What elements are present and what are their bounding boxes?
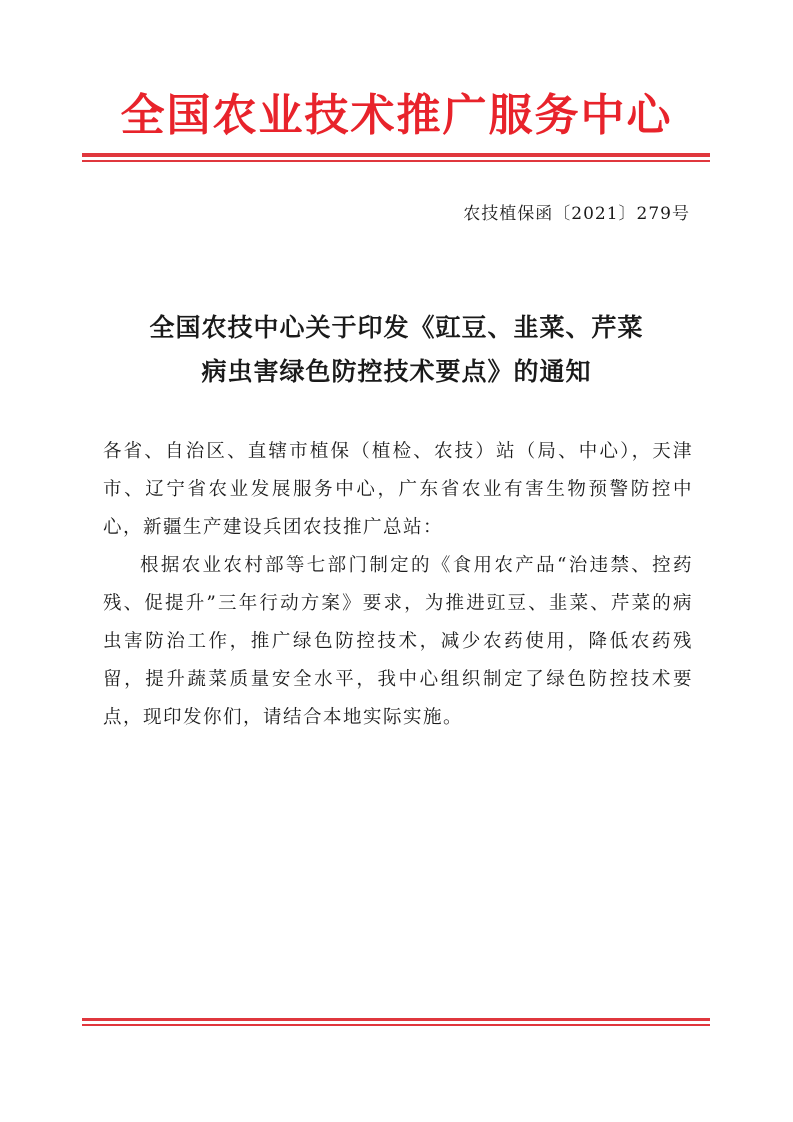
document-title-line-1: 全国农技中心关于印发《豇豆、韭菜、芹菜 bbox=[149, 313, 644, 342]
document-number: 农技植保函〔2021〕279号 bbox=[463, 204, 690, 224]
footer-rule-thin bbox=[82, 1024, 710, 1026]
addressee-block: 各省、自治区、直辖市植保（植检、农技）站（局、中心），天津市、辽宁省农业发展服务中心，广东省农业有害生物预警防控中心，新疆生产建设兵团农技推广总站： bbox=[103, 441, 693, 538]
document-title-line-2: 病虫害绿色防控技术要点》的通知 bbox=[201, 357, 592, 386]
footer-rule-thick bbox=[82, 1018, 710, 1021]
organization-header: 全国农业技术推广服务中心 bbox=[120, 90, 673, 141]
body-paragraph: 根据农业农村部等七部门制定的《食用农产品“治违禁、控药残、促提升”三年行动方案》要求，为推进豇豆、韭菜、芹菜的病虫害防治工作，推广绿色防控技术，减少农药使用，降低农药残留，提升蔬菜质量安全水平，我中心组织制定了绿色防控技术要点，现印发你们，请结合本地实际实施。 bbox=[103, 555, 693, 728]
header-rule-thick bbox=[82, 153, 710, 157]
header-rule-thin bbox=[82, 160, 710, 162]
